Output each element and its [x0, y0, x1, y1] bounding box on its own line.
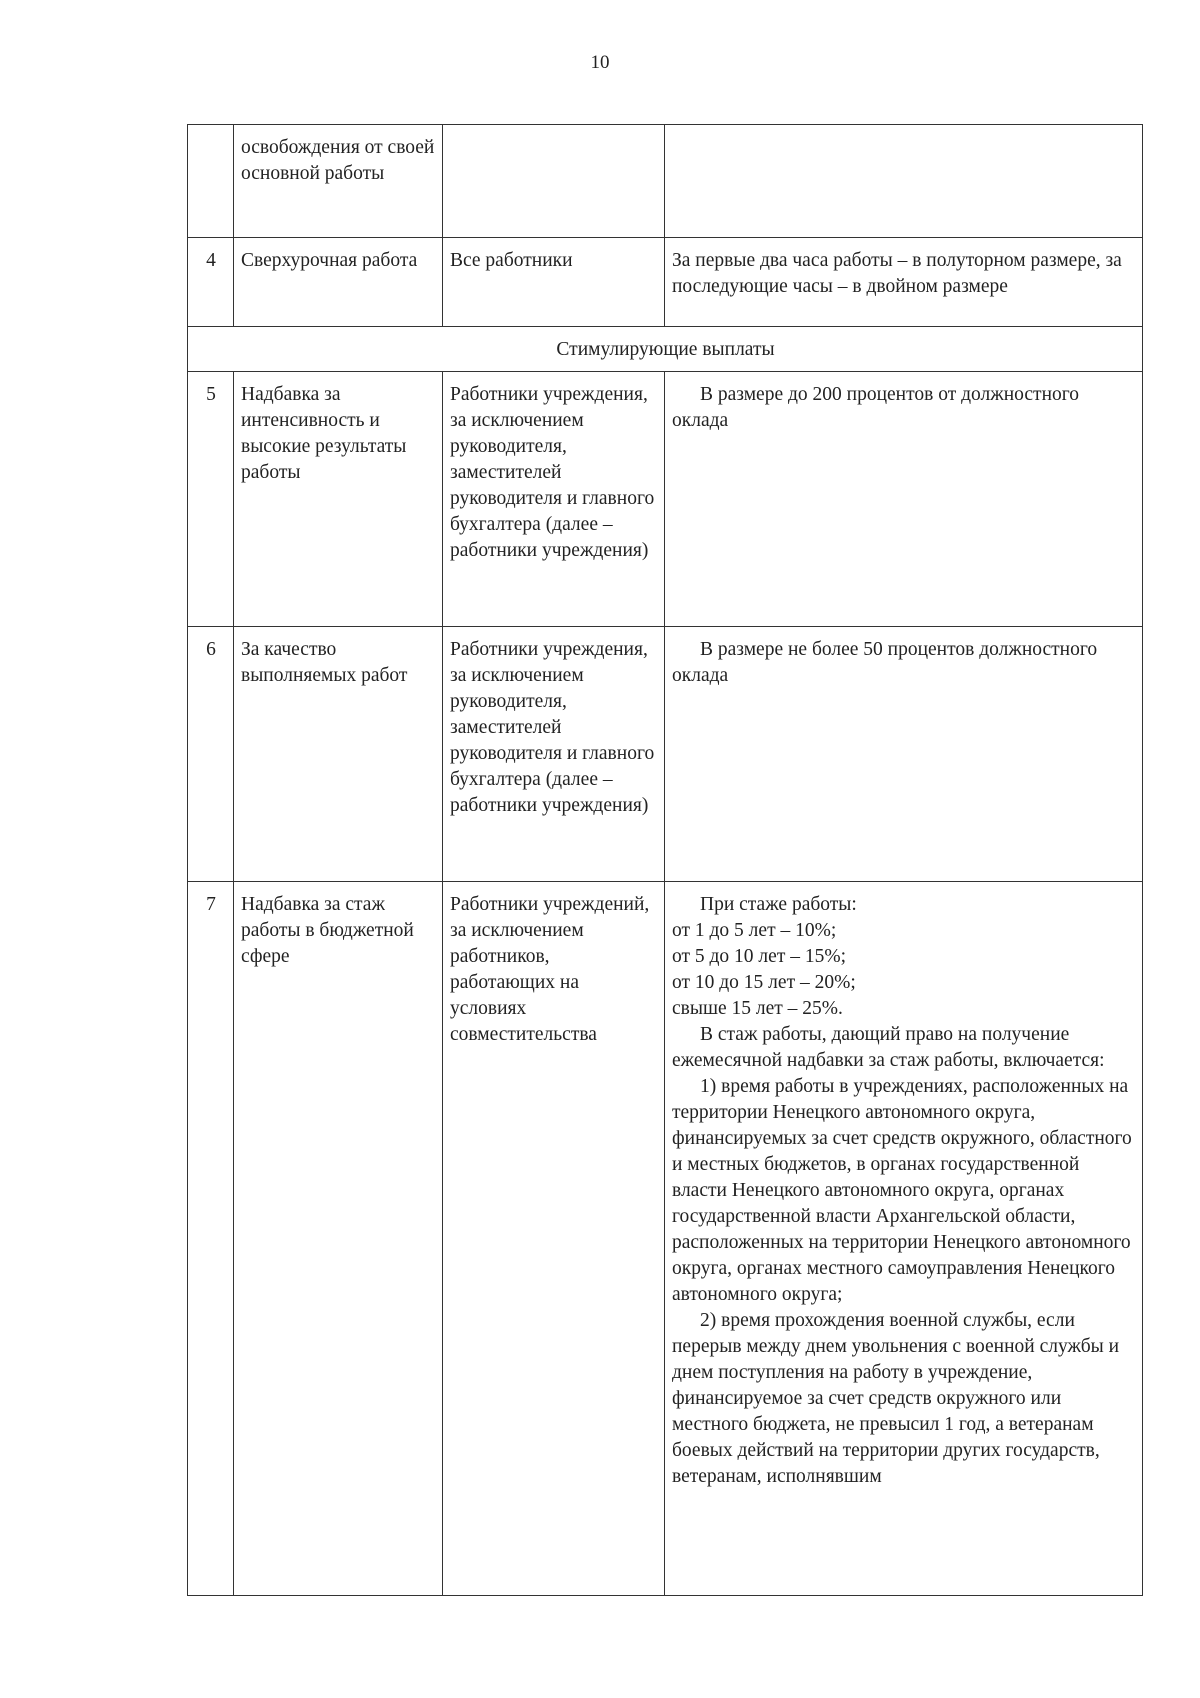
payment-type-cell: освобождения от своей основной работы [234, 125, 443, 238]
seniority-scale-item: свыше 15 лет – 25%. [672, 998, 843, 1019]
recipients-cell: Работники учреждений, за исключением работников, работающих на условиях совместительства [443, 882, 665, 1596]
seniority-scale-item: от 5 до 10 лет – 15%; [672, 946, 847, 967]
recipients-cell [443, 125, 665, 238]
payment-type-cell: Сверхурочная работа [234, 238, 443, 327]
payment-type-cell: Надбавка за интенсивность и высокие результаты работы [234, 372, 443, 627]
seniority-scale-item: от 1 до 5 лет – 10%; [672, 920, 837, 941]
conditions-cell [665, 882, 1143, 1596]
conditions-cell: За первые два часа работы – в полуторном размере, за последующие часы – в двойном размере [665, 238, 1143, 327]
conditions-cell: В размере не более 50 процентов должностного оклада [665, 627, 1143, 882]
row-number: 4 [188, 238, 234, 327]
conditions-cell: В размере до 200 процентов от должностного оклада [665, 372, 1143, 627]
row-number: 6 [188, 627, 234, 882]
seniority-item-1: 1) время работы в учреждениях, расположенных на территории Ненецкого автономного округа, финансируемых за счет средств окружного, областного и местных бюджетов, в органах государственной власти Ненецкого автономного округа, органах государственной власти Архангельской области, расположенных на территории Ненецкого автономного округа, органах местного самоуправления Ненецкого автономного округа; [672, 1076, 1137, 1305]
seniority-scale-item: от 10 до 15 лет – 20%; [672, 972, 856, 993]
table-row-continued [188, 125, 1143, 238]
seniority-paragraph: В стаж работы, дающий право на получение ежемесячной надбавки за стаж работы, включается: [672, 1024, 1105, 1071]
section-title: Стимулирующие выплаты [188, 327, 1143, 372]
seniority-intro: При стаже работы: [700, 894, 857, 915]
table-row [188, 238, 1143, 327]
recipients-cell: Все работники [443, 238, 665, 327]
row-number: 7 [188, 882, 234, 1596]
payments-table [187, 124, 1143, 1596]
recipients-cell: Работники учреждения, за исключением руководителя, заместителей руководителя и главного бухгалтера (далее – работники учреждения) [443, 372, 665, 627]
row-number [188, 125, 234, 238]
recipients-cell: Работники учреждения, за исключением руководителя, заместителей руководителя и главного бухгалтера (далее – работники учреждения) [443, 627, 665, 882]
table-row [188, 882, 1143, 1596]
payment-type-cell: Надбавка за стаж работы в бюджетной сфере [234, 882, 443, 1596]
seniority-item-2: 2) время прохождения военной службы, если перерыв между днем увольнения с военной службы и днем поступления на работу в учреждение, финансируемое за счет средств окружного или местного бюджета, не превысил 1 год, а ветеранам боевых действий на территории других государств, ветеранам, исполнявшим [672, 1310, 1124, 1487]
table-row [188, 372, 1143, 627]
row-number: 5 [188, 372, 234, 627]
conditions-cell [665, 125, 1143, 238]
section-row [188, 327, 1143, 372]
page-number: 10 [590, 52, 610, 73]
payment-type-cell: За качество выполняемых работ [234, 627, 443, 882]
table-row [188, 627, 1143, 882]
